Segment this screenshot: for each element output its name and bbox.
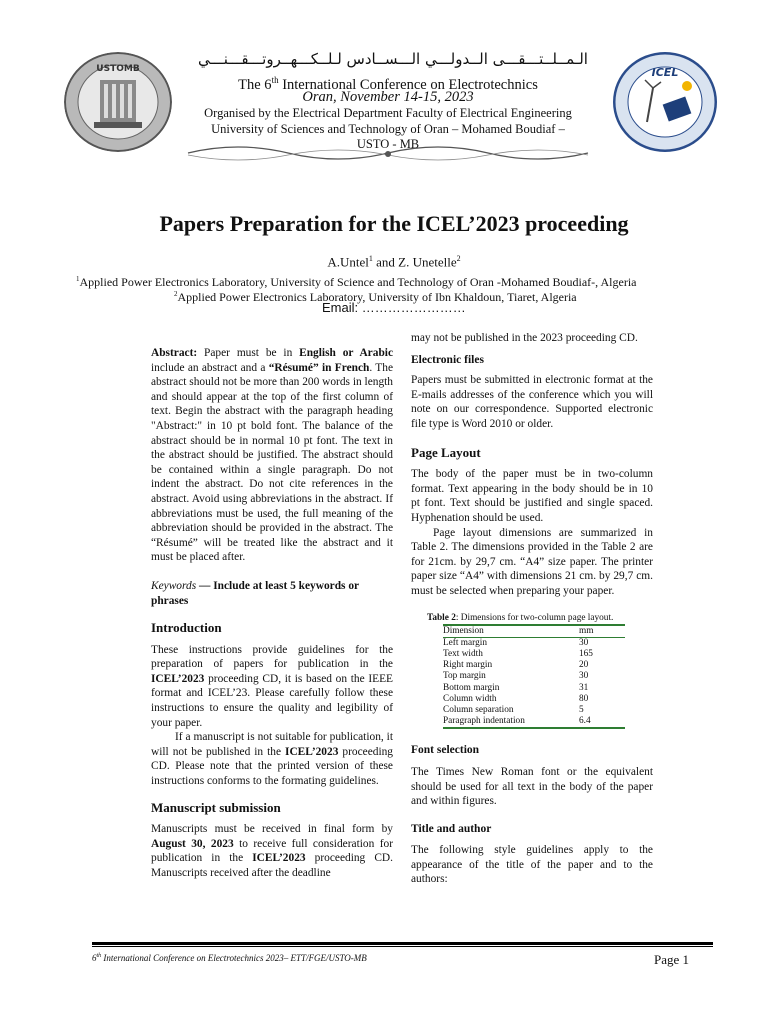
affiliation-1-sup: 1	[76, 275, 80, 283]
authors	[0, 254, 768, 270]
continuation-text: may not be published in the 2023 proceeding CD.	[411, 332, 638, 344]
keywords	[151, 579, 393, 608]
footer-conf-pre: 6	[92, 953, 97, 963]
table-row	[443, 694, 625, 705]
electronic-files-text: Papers must be submitted in electronic format at the E-mails addresses of the conference which you will note on our correspondence. Supported electronic file type is Word 2010 or older.	[411, 374, 653, 430]
organised-by: Organised by the Electrical Department Faculty of Electrical Engineering	[204, 106, 572, 120]
table-cell: 165	[579, 648, 593, 659]
intro-p2-a: If a manuscript is not suitable for publication, it will not be published in the	[151, 731, 393, 758]
keywords-label: Keywords	[151, 579, 197, 592]
arabic-conference-title: الـمــلــتـــقـــى الــدولـــي الـــســادس لـلــكـــهــروتـــقـــنـــي	[198, 50, 588, 68]
conference-name-post: International Conference on Electrotechnics	[278, 76, 538, 93]
manuscript-e: proceeding CD. Manuscripts received after the deadline	[151, 852, 393, 879]
table-header-dimension: Dimension	[443, 625, 484, 636]
paper-title: Papers Preparation for the ICEL’2023 proceeding	[159, 211, 629, 236]
abstract-bold-1: English or Arabic	[299, 347, 393, 359]
manuscript-d: ICEL’2023	[252, 852, 306, 865]
affiliation-2-text: Applied Power Electronics Laboratory, University of Ibn Khaldoun, Tiaret, Algeria	[177, 290, 577, 304]
footer-rule-thin	[92, 946, 713, 947]
table-row	[443, 660, 625, 671]
intro-p1-a: These instructions provide guidelines for the preparation of papers for publication in the	[151, 643, 393, 671]
conference-name-sup: th	[271, 75, 279, 85]
icel-logo	[613, 52, 717, 152]
table-row	[443, 649, 625, 660]
intro-p2-c: proceeding CD. Please note that the printed version of these instructions conforms to the formating guidelines.	[151, 745, 393, 788]
table-cell: 6.4	[579, 716, 591, 727]
table-cell: 31	[579, 682, 589, 693]
table-cell: 30	[579, 671, 589, 682]
introduction-heading: Introduction	[151, 620, 222, 636]
abstract-text-1: Paper must be in	[197, 347, 300, 359]
abstract-bold-2: “Résumé” in French	[268, 361, 370, 374]
footer-conf-post: International Conference on Electrotechnics 2023– ETT/FGE/USTO-MB	[101, 953, 367, 963]
university-name: University of Sciences and Technology of Oran – Mohamed Boudiaf –	[211, 122, 565, 136]
manuscript-heading: Manuscript submission	[151, 799, 281, 815]
table-header-row	[443, 625, 625, 638]
author-2-sup: 2	[456, 254, 461, 263]
manuscript-a: Manuscripts must be received in final form by	[151, 823, 393, 836]
right-column	[411, 331, 653, 887]
dimensions-table	[443, 624, 625, 730]
author-2: and Z. Unetelle	[372, 254, 457, 270]
dimensions-table-block	[427, 613, 653, 730]
page-number: Page 1	[654, 952, 690, 967]
email-line: Email: ……………………	[322, 300, 466, 315]
affiliation-2-sup: 2	[174, 290, 178, 298]
university-logo-text: USTOMB	[96, 64, 140, 74]
table-cell: 80	[579, 693, 589, 704]
title-author-text: The following style guidelines apply to the appearance of the title of the paper and to the authors:	[411, 844, 653, 886]
footer-conference	[92, 953, 367, 963]
electronic-files-heading: Electronic files	[411, 353, 484, 366]
footer-rule	[92, 942, 713, 945]
table-cell: 30	[579, 637, 589, 648]
left-column	[151, 346, 393, 881]
table-cell: Top margin	[443, 671, 486, 682]
table-cell: 5	[579, 704, 584, 715]
table-row	[443, 705, 625, 716]
table-row	[443, 683, 625, 694]
table-cell: Column separation	[443, 704, 514, 715]
table-row	[443, 637, 625, 649]
intro-p1-b: ICEL’2023	[151, 672, 205, 685]
abstract-text-3: . The abstract should not be more than 200 words in length and should appear at the top of the first column of text. Begin the abstract with the paragraph heading "Abstract:" in 10 pt bold font. The balance of the abstract should be in normal 10 pt font. The text in the abstract should be justified. The abstract should be contained within a single paragraph. Do not indent the abstract. Do not cite references in the abstract. Avoid using abbreviations in the abstract. If abbreviations must be used, the full meaning of the abbreviation should be provided in the abstract. The “Résumé” will be treated like the abstract and it must be placed after.	[151, 361, 394, 564]
table-row	[443, 671, 625, 682]
page-layout-paragraph-2: Page layout dimensions are summarized in Table 2. The dimensions provided in the Table 2 are for 21cm. by 29,7 cm. “A4” size paper. The printer paper size “A4” with dimensions 21 cm. by 29,7 cm. must be selected when preparing your paper.	[411, 526, 653, 597]
table-cell: Paragraph indentation	[443, 716, 525, 727]
icel-logo-text: ICEL	[651, 66, 679, 79]
table-cell: Bottom margin	[443, 682, 500, 693]
manuscript-b: August 30, 2023	[151, 837, 234, 850]
author-1: A.Untel	[327, 254, 369, 270]
conference-name-pre: The 6	[238, 76, 272, 93]
author-1-sup: 1	[368, 254, 373, 263]
table-cell: Right margin	[443, 660, 493, 671]
font-selection-heading: Font selection	[411, 744, 480, 757]
abstract	[151, 346, 393, 565]
table-row	[443, 716, 625, 728]
affiliation-1-text: Applied Power Electronics Laboratory, University of Science and Technology of Oran -Mohamed Boudiaf-, Algeria	[79, 275, 637, 289]
footer-conf-sup: th	[96, 953, 102, 959]
table-cell: Left margin	[443, 637, 487, 648]
table-cell: Text width	[443, 648, 483, 659]
keywords-text: — Include at least 5 keywords or phrases	[151, 579, 359, 607]
font-selection-text: The Times New Roman font or the equivalent should be used for all text in the body of the paper and within figures.	[411, 765, 653, 808]
university-acronym: USTO - MB	[356, 137, 420, 151]
manuscript-c: to receive full consideration for publication in the	[151, 837, 393, 865]
table-header-mm: mm	[579, 625, 594, 636]
location-date: Oran, November 14-15, 2023	[302, 89, 474, 105]
abstract-label: Abstract:	[151, 347, 198, 359]
title-author-heading: Title and author	[411, 822, 492, 835]
page-layout-heading: Page Layout	[411, 444, 481, 460]
intro-paragraph-2	[151, 730, 393, 788]
table-cell: Column width	[443, 693, 497, 704]
university-logo	[64, 52, 172, 152]
table-caption-label: Table 2	[427, 612, 456, 623]
table-cell: 20	[579, 660, 589, 671]
abstract-text-2: include an abstract and a	[151, 361, 269, 374]
decorative-divider	[178, 143, 598, 163]
page-layout-paragraph-1: The body of the paper must be in two-column format. Text appearing in the body should be in 10 pt font. Text should be justified and single spaced. Hyphenation should be used.	[411, 468, 653, 524]
table-caption-text: : Dimensions for two-column page layout.	[455, 612, 614, 623]
intro-paragraph-1	[151, 643, 393, 731]
manuscript-paragraph	[151, 822, 393, 880]
intro-p1-c: proceeding CD, it is based on the IEEE format and ICEL’23. Please carefully follow these instructions to ensure the quality and legibility of your paper.	[151, 672, 393, 729]
intro-p2-b: ICEL’2023	[285, 745, 339, 758]
table-caption	[427, 613, 653, 624]
